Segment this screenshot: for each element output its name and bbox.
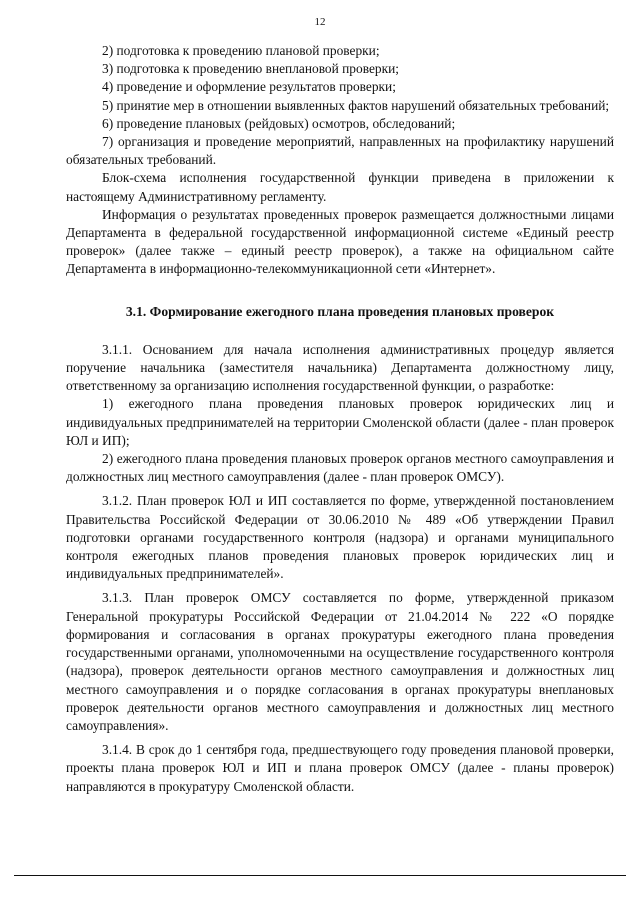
paragraph-3-1-1-item-2: 2) ежегодного плана проведения плановых проверок органов местного самоуправления и должностных лиц местного самоуправления (далее - план проверок ОМСУ). bbox=[66, 451, 614, 485]
list-item: 3) подготовка к проведению внеплановой проверки; bbox=[102, 61, 399, 77]
results-info-paragraph: Информация о результатах проведенных проверок размещается должностными лицами Департамента в федеральной государственной информационной системе «Единый реестр проверок» (далее также – единый реестр проверок), а также на официальном сайте Департамента в информационно-телекоммуникационной сети «Интернет». bbox=[66, 206, 614, 277]
footer-divider bbox=[14, 875, 626, 876]
paragraph-3-1-3: 3.1.3. План проверок ОМСУ составляется по форме, утвержденной приказом Генеральной прокуратуры Российской Федерации от 21.04.2014 № 222 «О порядке формирования и согласования в органах прокуратуры ежегодного плана проведения государственными органами, уполномоченными на осуществление государственного контроля (надзора), проверок деятельности органов местного самоуправления и должностных лиц местного самоуправления и о порядке согласования в органах прокуратуры внеплановых проверок деятельности органов местного самоуправления и должностных лиц местного самоуправления». bbox=[66, 590, 614, 733]
section-heading: 3.1. Формирование ежегодного плана проведения плановых проверок bbox=[125, 303, 555, 319]
block-scheme-paragraph: Блок-схема исполнения государственной функции приведена в приложении к настоящему Административному регламенту. bbox=[66, 170, 614, 204]
document-body bbox=[66, 42, 614, 796]
list-item: 5) принятие мер в отношении выявленных фактов нарушений обязательных требований; bbox=[102, 97, 610, 113]
list-item: 2) подготовка к проведению плановой проверки; bbox=[102, 43, 380, 58]
paragraph-3-1-2: 3.1.2. План проверок ЮЛ и ИП составляется по форме, утвержденной постановлением Правительства Российской Федерации от 30.06.2010 № 489 «Об утверждении Правил подготовки органами государственного контроля (надзора) и органами муниципального контроля ежегодных планов проведения плановых проверок юридических лиц и индивидуальных предпринимателей». bbox=[66, 493, 614, 582]
list-item: 7) организация и проведение мероприятий, направленных на профилактику нарушений обязательных требований. bbox=[66, 134, 614, 168]
list-item: 6) проведение плановых (рейдовых) осмотров, обследований; bbox=[102, 115, 456, 131]
paragraph-3-1-4: 3.1.4. В срок до 1 сентября года, предшествующего году проведения плановой проверки, проекты плана проверок ЮЛ и ИП и плана проверок ОМСУ (далее - планы проверок) направляются в прокуратуру Смоленской области. bbox=[66, 742, 614, 794]
paragraph-3-1-1-item-1: 1) ежегодного плана проведения плановых проверок юридических лиц и индивидуальных предпринимателей на территории Смоленской области (далее - план проверок ЮЛ и ИП); bbox=[66, 396, 614, 448]
page-number: 12 bbox=[314, 16, 326, 28]
list-item: 4) проведение и оформление результатов проверки; bbox=[102, 79, 396, 95]
paragraph-3-1-1: 3.1.1. Основанием для начала исполнения административных процедур является поручение начальника (заместителя начальника) Департамента должностному лицу, ответственному за организацию исполнения государственной функции, о разработке: bbox=[66, 341, 614, 394]
